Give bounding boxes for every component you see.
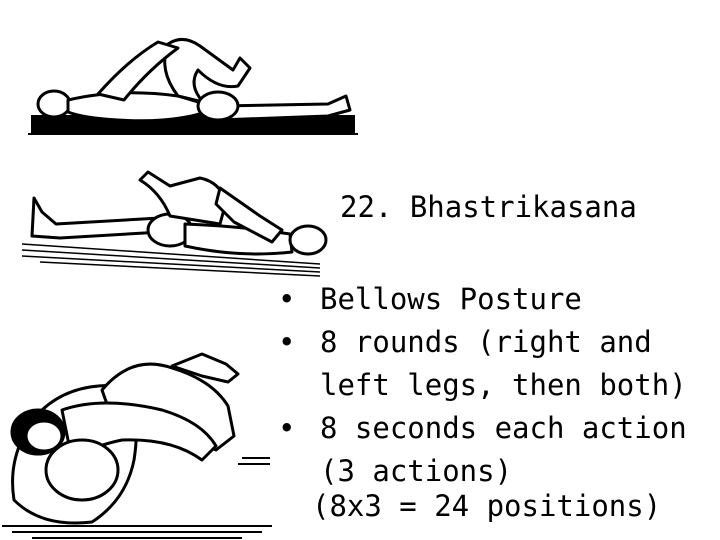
bullet-marker: • — [278, 325, 296, 359]
bullet-marker: • — [278, 282, 296, 316]
bullet-marker: • — [278, 411, 296, 445]
bullet-text: 8 seconds each action — [320, 411, 687, 445]
pose-single-leg-left-illustration — [20, 168, 330, 278]
bullet-item — [278, 278, 687, 321]
bullet-list — [278, 278, 687, 493]
bullet-text-continued: left legs, then both) — [320, 368, 687, 402]
bullet-text: Bellows Posture — [320, 282, 582, 316]
bullet-item — [278, 407, 687, 493]
pose-title: 22. Bhastrikasana — [340, 190, 637, 224]
positions-note: (8x3 = 24 positions) — [312, 489, 662, 523]
pose-both-legs-illustration — [2, 350, 272, 540]
pose-single-leg-right-illustration — [28, 30, 358, 138]
bullet-text-continued: (3 actions) — [320, 454, 513, 488]
bullet-item — [278, 321, 687, 407]
floor-hatching — [28, 116, 358, 134]
bullet-text: 8 rounds (right and — [320, 325, 652, 359]
